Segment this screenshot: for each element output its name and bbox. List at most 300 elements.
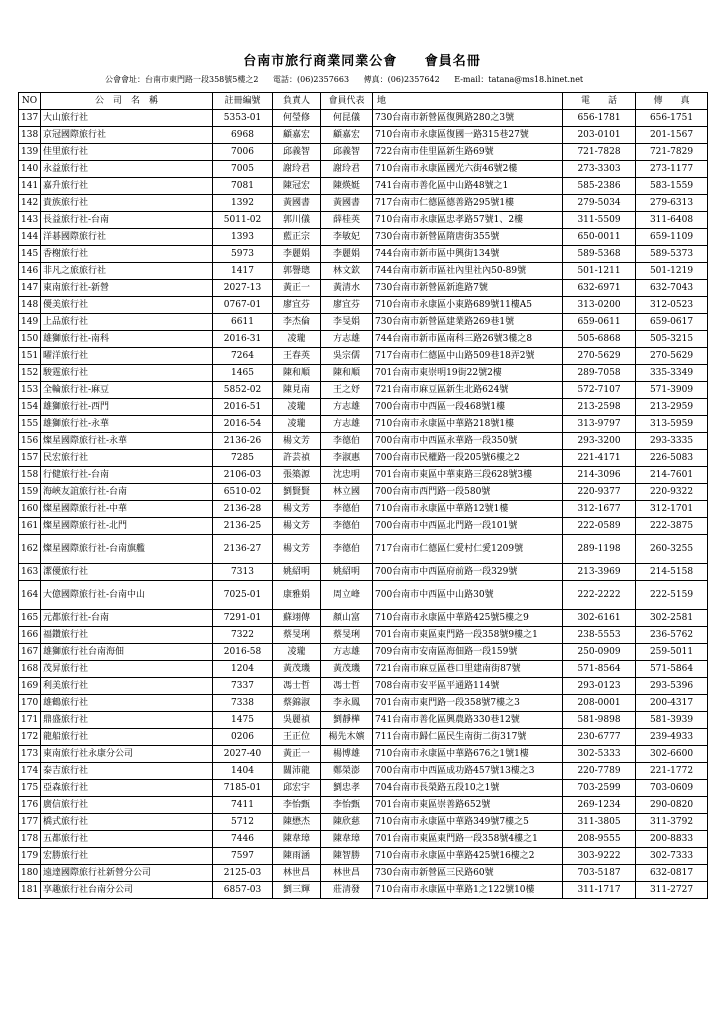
cell-address: 710台南市永康區國光六街46號2樓 [373,161,563,178]
cell-address: 744台南市新市區南科三路26號3樓之8 [373,331,563,348]
cell-fax: 239-4933 [636,729,708,746]
cell-phone: 221-4171 [563,450,636,467]
cell-company-name: 全輪旅行社-麻豆 [41,382,213,399]
cell-fax: 201-1567 [636,127,708,144]
table-row [19,678,708,695]
cell-address: 744台南市新市區社內里社內50-89號 [373,263,563,280]
cell-company-name: 貴族旅行社 [41,195,213,212]
col-header-address: 地 [373,93,563,110]
cell-fax: 302-7333 [636,848,708,865]
cell-address: 710台南市永康區中華路425號16樓之2 [373,848,563,865]
cell-representative: 李德伯 [321,433,373,450]
table-row [19,382,708,399]
cell-owner: 廖宜芬 [273,297,321,314]
table-row [19,399,708,416]
cell-representative: 李德伯 [321,535,373,564]
cell-owner: 劉賢賢 [273,484,321,501]
cell-address: 700台南市西門路一段580號 [373,484,563,501]
cell-phone: 289-1198 [563,535,636,564]
table-row [19,661,708,678]
cell-address: 704台南市長榮路五段10之1號 [373,780,563,797]
cell-fax: 312-1701 [636,501,708,518]
cell-fax: 293-3335 [636,433,708,450]
cell-representative: 李旻娟 [321,314,373,331]
cell-reg-no: 1393 [213,229,273,246]
cell-representative: 顧嘉宏 [321,127,373,144]
table-row [19,695,708,712]
cell-fax: 290-0820 [636,797,708,814]
cell-phone: 650-0011 [563,229,636,246]
cell-no: 137 [19,110,41,127]
association-fax: 傳真：(06)2357642 [363,75,440,84]
cell-owner: 許芸禎 [273,450,321,467]
cell-representative: 李淑惠 [321,450,373,467]
table-row [19,467,708,484]
cell-address: 730台南市新營區新進路7號 [373,280,563,297]
cell-reg-no: 7337 [213,678,273,695]
cell-owner: 楊文芳 [273,535,321,564]
cell-reg-no: 7006 [213,144,273,161]
table-row [19,518,708,535]
table-row [19,484,708,501]
col-header-owner: 負責人 [273,93,321,110]
cell-representative: 王之妤 [321,382,373,399]
cell-fax: 632-0817 [636,865,708,882]
cell-representative: 林立國 [321,484,373,501]
cell-reg-no: 7597 [213,848,273,865]
cell-representative: 方志雄 [321,399,373,416]
cell-phone: 220-9377 [563,484,636,501]
cell-address: 700台南市中西區成功路457號13樓之3 [373,763,563,780]
cell-owner: 藍正宗 [273,229,321,246]
cell-no: 149 [19,314,41,331]
cell-no: 180 [19,865,41,882]
cell-fax: 259-5011 [636,644,708,661]
cell-owner: 陳韋璋 [273,831,321,848]
cell-reg-no: 2125-03 [213,865,273,882]
association-phone: 電話：(06)2357663 [273,75,350,84]
cell-phone: 273-3303 [563,161,636,178]
cell-representative: 何昆儀 [321,110,373,127]
cell-fax: 221-1772 [636,763,708,780]
cell-owner: 楊文芳 [273,501,321,518]
cell-no: 141 [19,178,41,195]
cell-no: 138 [19,127,41,144]
cell-company-name: 遠達國際旅行社新營分公司 [41,865,213,882]
cell-company-name: 廣信旅行社 [41,797,213,814]
cell-address: 701台南市東崇明19街22號2樓 [373,365,563,382]
cell-no: 173 [19,746,41,763]
cell-phone: 293-3200 [563,433,636,450]
cell-fax: 200-8833 [636,831,708,848]
cell-fax: 260-3255 [636,535,708,564]
association-email: E-mail：tatana@ms18.hinet.net [454,75,584,84]
cell-company-name: 行健旅行社-台南 [41,467,213,484]
cell-owner: 康雅娟 [273,581,321,610]
cell-phone: 208-0001 [563,695,636,712]
cell-no: 143 [19,212,41,229]
cell-representative: 薛桂英 [321,212,373,229]
cell-no: 144 [19,229,41,246]
doc-title: 會員名冊 [424,54,481,69]
cell-owner: 凌瓏 [273,416,321,433]
cell-phone: 270-5629 [563,348,636,365]
cell-representative: 李德伯 [321,501,373,518]
cell-company-name: 香榭旅行社 [41,246,213,263]
contact-line [105,74,583,85]
cell-no: 179 [19,848,41,865]
cell-phone: 313-9797 [563,416,636,433]
cell-representative: 鄭榮澎 [321,763,373,780]
cell-representative: 沈忠明 [321,467,373,484]
cell-address: 710台南市永康區中華路1之122號10樓 [373,882,563,899]
cell-company-name: 享趣旅行社台南分公司 [41,882,213,899]
cell-fax: 302-2581 [636,610,708,627]
cell-owner: 馮士哲 [273,678,321,695]
col-header-name: 公 司 名 稱 [41,93,213,110]
cell-fax: 213-2959 [636,399,708,416]
cell-no: 157 [19,450,41,467]
cell-address: 711台南市歸仁區民生南街二街317號 [373,729,563,746]
cell-fax: 236-5762 [636,627,708,644]
cell-fax: 311-2727 [636,882,708,899]
cell-reg-no: 2016-51 [213,399,273,416]
cell-representative: 李德伯 [321,518,373,535]
cell-representative: 姚紹明 [321,564,373,581]
cell-phone: 222-0589 [563,518,636,535]
cell-reg-no: 7264 [213,348,273,365]
cell-no: 160 [19,501,41,518]
table-row [19,712,708,729]
cell-representative: 蔡旻琍 [321,627,373,644]
cell-company-name: 橋式旅行社 [41,814,213,831]
cell-reg-no: 7446 [213,831,273,848]
cell-address: 701台南市東區崇善路652號 [373,797,563,814]
cell-representative: 邱義智 [321,144,373,161]
col-header-fax: 傳 真 [636,93,708,110]
cell-no: 174 [19,763,41,780]
cell-address: 741台南市善化區興農路330巷12號 [373,712,563,729]
cell-fax: 589-5373 [636,246,708,263]
cell-address: 710台南市永康區復國一路315巷27號 [373,127,563,144]
cell-no: 150 [19,331,41,348]
cell-reg-no: 7313 [213,564,273,581]
cell-owner: 陳見南 [273,382,321,399]
cell-fax: 273-1177 [636,161,708,178]
cell-phone: 703-5187 [563,865,636,882]
cell-reg-no: 7322 [213,627,273,644]
cell-address: 717台南市仁德區仁愛村仁愛1209號 [373,535,563,564]
table-row [19,797,708,814]
table-row [19,610,708,627]
cell-no: 181 [19,882,41,899]
cell-address: 710台南市永康區小東路689號11樓A5 [373,297,563,314]
cell-reg-no: 6968 [213,127,273,144]
cell-no: 158 [19,467,41,484]
cell-company-name: 大億國際旅行社-台南中山 [41,581,213,610]
table-row [19,127,708,144]
cell-company-name: 優美旅行社 [41,297,213,314]
cell-reg-no: 7185-01 [213,780,273,797]
cell-owner: 黃國書 [273,195,321,212]
cell-company-name: 雄鶴旅行社 [41,695,213,712]
cell-address: 710台南市永康區忠孝路57號1、2樓 [373,212,563,229]
cell-no: 154 [19,399,41,416]
cell-fax: 279-6313 [636,195,708,212]
cell-company-name: 嘉升旅行社 [41,178,213,195]
cell-reg-no: 2027-13 [213,280,273,297]
cell-company-name: 佳里旅行社 [41,144,213,161]
cell-phone: 505-6868 [563,331,636,348]
cell-company-name: 上品旅行社 [41,314,213,331]
cell-reg-no: 2016-31 [213,331,273,348]
cell-representative: 李永鳳 [321,695,373,712]
cell-owner: 郭川儀 [273,212,321,229]
cell-phone: 230-6777 [563,729,636,746]
cell-no: 153 [19,382,41,399]
cell-no: 167 [19,644,41,661]
table-row [19,882,708,899]
cell-no: 175 [19,780,41,797]
cell-phone: 311-5509 [563,212,636,229]
cell-company-name: 鼎盛旅行社 [41,712,213,729]
cell-no: 172 [19,729,41,746]
cell-company-name: 亞森旅行社 [41,780,213,797]
cell-no: 151 [19,348,41,365]
table-row [19,161,708,178]
cell-owner: 黃正一 [273,280,321,297]
cell-company-name: 雄獅旅行社-西門 [41,399,213,416]
cell-representative: 陳韋璋 [321,831,373,848]
cell-company-name: 燦星國際旅行社-台南旗艦 [41,535,213,564]
cell-reg-no: 7411 [213,797,273,814]
cell-owner: 李怡甄 [273,797,321,814]
cell-owner: 蘇翊傳 [273,610,321,627]
cell-reg-no: 2027-40 [213,746,273,763]
cell-address: 730台南市新營區隋唐街355號 [373,229,563,246]
table-row [19,195,708,212]
cell-representative: 陳煐娗 [321,178,373,195]
document-title [0,50,724,69]
table-header-row [19,93,708,110]
cell-phone: 250-0909 [563,644,636,661]
cell-representative: 方志雄 [321,644,373,661]
cell-owner: 張築源 [273,467,321,484]
table-row [19,763,708,780]
table-row [19,263,708,280]
cell-address: 710台南市永康區中華路12號1樓 [373,501,563,518]
cell-owner: 楊文芳 [273,433,321,450]
cell-address: 709台南市安南區海佃路一段159號 [373,644,563,661]
cell-representative: 林世昌 [321,865,373,882]
table-row [19,178,708,195]
cell-no: 142 [19,195,41,212]
cell-address: 700台南市民權路一段205號6樓之2 [373,450,563,467]
cell-owner: 謝玲君 [273,161,321,178]
cell-owner: 林世昌 [273,865,321,882]
cell-no: 165 [19,610,41,627]
cell-owner: 陳懋杰 [273,814,321,831]
cell-representative: 楊先木嬪 [321,729,373,746]
cell-reg-no: 7338 [213,695,273,712]
table-row [19,729,708,746]
cell-company-name: 雄獅旅行社-南科 [41,331,213,348]
cell-fax: 721-7829 [636,144,708,161]
cell-representative: 劉忠孝 [321,780,373,797]
cell-phone: 632-6971 [563,280,636,297]
cell-representative: 方志雄 [321,416,373,433]
cell-representative: 陳智勝 [321,848,373,865]
table-row [19,644,708,661]
table-row [19,627,708,644]
cell-fax: 313-5959 [636,416,708,433]
table-row [19,865,708,882]
cell-representative: 方志雄 [321,331,373,348]
cell-no: 176 [19,797,41,814]
cell-fax: 659-1109 [636,229,708,246]
cell-owner: 關沛龍 [273,763,321,780]
col-header-no: NO [19,93,41,110]
cell-reg-no: 2016-54 [213,416,273,433]
cell-reg-no: 5712 [213,814,273,831]
cell-reg-no: 7005 [213,161,273,178]
cell-no: 168 [19,661,41,678]
cell-phone: 302-5333 [563,746,636,763]
cell-reg-no: 2136-27 [213,535,273,564]
cell-phone: 220-7789 [563,763,636,780]
cell-address: 701台南市東區中華東路三段628號3樓 [373,467,563,484]
table-row [19,433,708,450]
cell-company-name: 潔優旅行社 [41,564,213,581]
cell-company-name: 東南旅行社永康分公司 [41,746,213,763]
cell-company-name: 五都旅行社 [41,831,213,848]
cell-owner: 王正位 [273,729,321,746]
cell-reg-no: 5011-02 [213,212,273,229]
member-table [18,92,708,899]
cell-phone: 208-9555 [563,831,636,848]
cell-fax: 311-6408 [636,212,708,229]
cell-company-name: 京冠國際旅行社 [41,127,213,144]
cell-no: 146 [19,263,41,280]
table-row [19,450,708,467]
cell-reg-no: 7081 [213,178,273,195]
cell-reg-no: 2136-28 [213,501,273,518]
cell-owner: 陳雨涵 [273,848,321,865]
table-row [19,212,708,229]
cell-address: 730台南市新營區復興路280之3號 [373,110,563,127]
cell-company-name: 海峽友誼旅行社-台南 [41,484,213,501]
cell-fax: 226-5083 [636,450,708,467]
cell-fax: 200-4317 [636,695,708,712]
cell-phone: 703-2599 [563,780,636,797]
cell-company-name: 茂昇旅行社 [41,661,213,678]
cell-company-name: 洋碁國際旅行社 [41,229,213,246]
cell-representative: 顏山富 [321,610,373,627]
cell-no: 171 [19,712,41,729]
cell-reg-no: 7291-01 [213,610,273,627]
cell-fax: 632-7043 [636,280,708,297]
cell-fax: 222-5159 [636,581,708,610]
cell-representative: 廖宜芬 [321,297,373,314]
table-row [19,416,708,433]
cell-reg-no: 2136-26 [213,433,273,450]
table-row [19,535,708,564]
table-row [19,331,708,348]
cell-fax: 571-5864 [636,661,708,678]
cell-address: 710台南市永康區中華路218號1樓 [373,416,563,433]
cell-address: 700台南市中西區中山路30號 [373,581,563,610]
cell-company-name: 雄獅旅行社-永華 [41,416,213,433]
table-row [19,110,708,127]
cell-no: 169 [19,678,41,695]
cell-fax: 214-7601 [636,467,708,484]
cell-representative: 劉靜樺 [321,712,373,729]
cell-no: 178 [19,831,41,848]
cell-representative: 陳和順 [321,365,373,382]
cell-fax: 302-6600 [636,746,708,763]
cell-reg-no: 5973 [213,246,273,263]
table-row [19,848,708,865]
cell-phone: 302-6161 [563,610,636,627]
cell-no: 139 [19,144,41,161]
cell-owner: 姚紹明 [273,564,321,581]
cell-reg-no: 6857-03 [213,882,273,899]
cell-no: 148 [19,297,41,314]
cell-address: 710台南市永康區中華路349號7樓之5 [373,814,563,831]
cell-owner: 凌瓏 [273,331,321,348]
cell-no: 159 [19,484,41,501]
table-row [19,564,708,581]
table-row [19,314,708,331]
cell-reg-no: 5353-01 [213,110,273,127]
table-body [19,110,708,899]
table-row [19,229,708,246]
col-header-reg: 註冊編號 [213,93,273,110]
cell-owner: 李杰倫 [273,314,321,331]
cell-representative: 謝玲君 [321,161,373,178]
cell-address: 708台南市安平區平通路114號 [373,678,563,695]
cell-fax: 659-0617 [636,314,708,331]
cell-fax: 656-1751 [636,110,708,127]
cell-no: 163 [19,564,41,581]
cell-address: 701台南市東區東門路一段358號9樓之1 [373,627,563,644]
cell-no: 177 [19,814,41,831]
cell-phone: 721-7828 [563,144,636,161]
cell-company-name: 東南旅行社-新營 [41,280,213,297]
cell-fax: 220-9322 [636,484,708,501]
cell-company-name: 雄獅旅行社台南海佃 [41,644,213,661]
cell-company-name: 民宏旅行社 [41,450,213,467]
cell-address: 741台南市善化區中山路48號之1 [373,178,563,195]
cell-reg-no: 6510-02 [213,484,273,501]
cell-owner: 顧嘉宏 [273,127,321,144]
col-header-phone: 電 話 [563,93,636,110]
cell-owner: 陳冠宏 [273,178,321,195]
cell-phone: 213-2598 [563,399,636,416]
cell-owner: 邱義智 [273,144,321,161]
cell-no: 166 [19,627,41,644]
cell-owner: 吳麗禎 [273,712,321,729]
cell-reg-no: 6611 [213,314,273,331]
cell-owner: 凌瓏 [273,644,321,661]
cell-reg-no: 5852-02 [213,382,273,399]
cell-fax: 311-3792 [636,814,708,831]
cell-address: 730台南市新營區建業路269巷1號 [373,314,563,331]
cell-address: 721台南市麻豆區新生北路624號 [373,382,563,399]
table-row [19,831,708,848]
cell-company-name: 燦星國際旅行社-中華 [41,501,213,518]
cell-owner: 王春英 [273,348,321,365]
